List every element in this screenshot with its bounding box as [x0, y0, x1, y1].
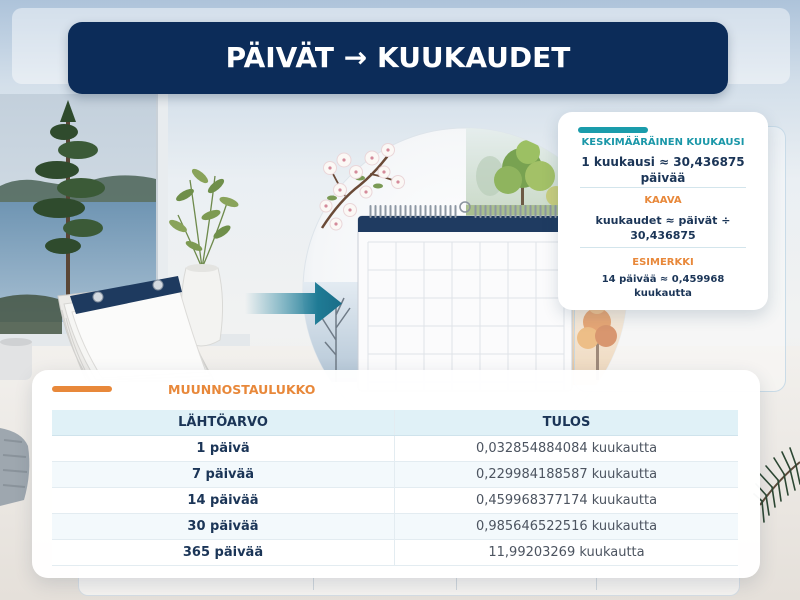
info-divider	[580, 187, 746, 188]
column-header-source: LÄHTÖARVO	[52, 410, 395, 435]
example-heading: ESIMERKKI	[632, 257, 694, 268]
table-accent-bar	[52, 386, 112, 392]
conversion-table-card	[32, 370, 760, 578]
example-text: 14 päivää ≈ 0,459968 kuukautta	[601, 274, 725, 299]
coffee-mug	[0, 338, 32, 380]
info-divider	[580, 247, 746, 248]
info-card-accent-bar	[578, 127, 648, 133]
average-month-value: 1 kuukausi ≈ 30,436875 päivää	[581, 155, 745, 185]
table-row	[52, 540, 738, 566]
table-cell-result: 11,99203269 kuukautta	[488, 545, 645, 560]
table-cell-source: 365 päivää	[52, 540, 395, 565]
table-heading: MUUNNOSTAULUKKO	[168, 382, 316, 397]
conversion-table	[52, 410, 738, 566]
table-cell-result: 0,985646522516 kuukautta	[475, 519, 658, 534]
table-header-row	[52, 410, 738, 436]
average-month-heading: KESKIMÄÄRÄINEN KUUKAUSI	[581, 137, 745, 148]
formula-heading: KAAVA	[644, 195, 682, 206]
column-header-result: TULOS	[542, 415, 591, 430]
formula-text: kuukaudet ≈ päivät ÷ 30,436875	[595, 214, 731, 242]
page-title: PÄIVÄT → KUUKAUDET	[225, 41, 571, 74]
wall-calendar-icon	[358, 202, 572, 391]
table-cell-source: 14 päivää	[52, 488, 395, 513]
table-row	[52, 488, 738, 514]
title-banner	[68, 22, 728, 94]
table-cell-source: 1 päivä	[52, 436, 395, 461]
table-cell-result: 0,032854884084 kuukautta	[475, 441, 658, 456]
table-cell-result: 0,229984188587 kuukautta	[475, 467, 658, 482]
table-row	[52, 436, 738, 462]
table-cell-result: 0,459968377174 kuukautta	[475, 493, 658, 508]
table-row	[52, 514, 738, 540]
table-row	[52, 462, 738, 488]
table-cell-source: 7 päivää	[52, 462, 395, 487]
table-cell-source: 30 päivää	[52, 514, 395, 539]
info-card	[558, 112, 768, 310]
